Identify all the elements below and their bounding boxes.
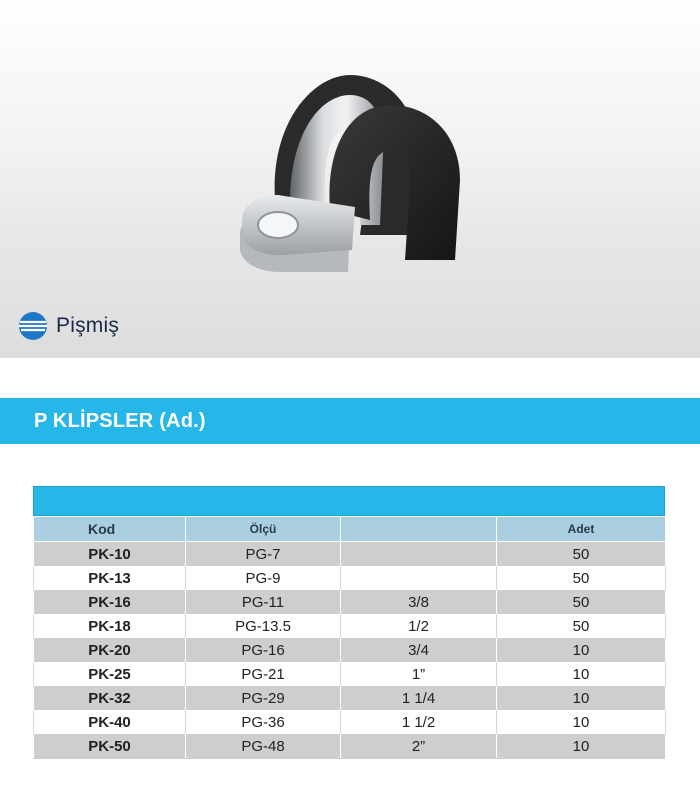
table-row <box>34 710 666 734</box>
table-row <box>34 734 666 758</box>
cell-olcu: PG-11 <box>186 590 341 614</box>
cell-olcu: PG-16 <box>186 638 341 662</box>
pismis-logo-icon <box>18 311 48 341</box>
cell-olcu: PG-9 <box>186 566 341 590</box>
cell-inch: 1” <box>341 662 497 686</box>
table-bottom-rule <box>33 758 665 759</box>
header-inch <box>341 517 497 542</box>
cell-kod: PK-25 <box>34 662 186 686</box>
cell-adet: 50 <box>497 614 666 638</box>
cell-olcu: PG-13.5 <box>186 614 341 638</box>
cell-olcu: PG-7 <box>186 542 341 567</box>
header-kod: Kod <box>34 517 186 542</box>
cell-kod: PK-40 <box>34 710 186 734</box>
p-clip-product-image <box>220 60 480 300</box>
cell-inch: 2” <box>341 734 497 758</box>
cell-inch: 1 1/2 <box>341 710 497 734</box>
cell-adet: 10 <box>497 662 666 686</box>
cell-inch: 3/4 <box>341 638 497 662</box>
table-row <box>34 614 666 638</box>
cell-adet: 10 <box>497 734 666 758</box>
cell-inch <box>341 542 497 567</box>
table-row <box>34 686 666 710</box>
cell-adet: 50 <box>497 542 666 567</box>
cell-adet: 10 <box>497 638 666 662</box>
cell-adet: 50 <box>497 590 666 614</box>
cell-inch <box>341 566 497 590</box>
cell-adet: 50 <box>497 566 666 590</box>
table-row <box>34 566 666 590</box>
cell-olcu: PG-29 <box>186 686 341 710</box>
cell-kod: PK-18 <box>34 614 186 638</box>
table-header-row <box>34 517 666 542</box>
cell-kod: PK-32 <box>34 686 186 710</box>
cell-adet: 10 <box>497 710 666 734</box>
cell-inch: 3/8 <box>341 590 497 614</box>
table-top-bar <box>33 486 665 516</box>
cell-kod: PK-10 <box>34 542 186 567</box>
table-row <box>34 662 666 686</box>
cell-adet: 10 <box>497 686 666 710</box>
table-row <box>34 590 666 614</box>
brand-name: Pişmiş <box>56 314 120 337</box>
brand-logo <box>18 309 119 343</box>
spec-table <box>33 516 666 758</box>
header-olcu: Ölçü <box>186 517 341 542</box>
cell-kod: PK-20 <box>34 638 186 662</box>
product-hero <box>0 0 700 358</box>
cell-kod: PK-13 <box>34 566 186 590</box>
cell-olcu: PG-48 <box>186 734 341 758</box>
table-row <box>34 638 666 662</box>
product-table <box>33 486 665 759</box>
header-adet: Adet <box>497 517 666 542</box>
table-row <box>34 542 666 567</box>
cell-olcu: PG-21 <box>186 662 341 686</box>
section-title-bar <box>0 398 700 444</box>
cell-inch: 1 1/4 <box>341 686 497 710</box>
cell-inch: 1/2 <box>341 614 497 638</box>
page-title: P KLİPSLER (Ad.) <box>34 409 206 432</box>
cell-olcu: PG-36 <box>186 710 341 734</box>
cell-kod: PK-50 <box>34 734 186 758</box>
cell-kod: PK-16 <box>34 590 186 614</box>
